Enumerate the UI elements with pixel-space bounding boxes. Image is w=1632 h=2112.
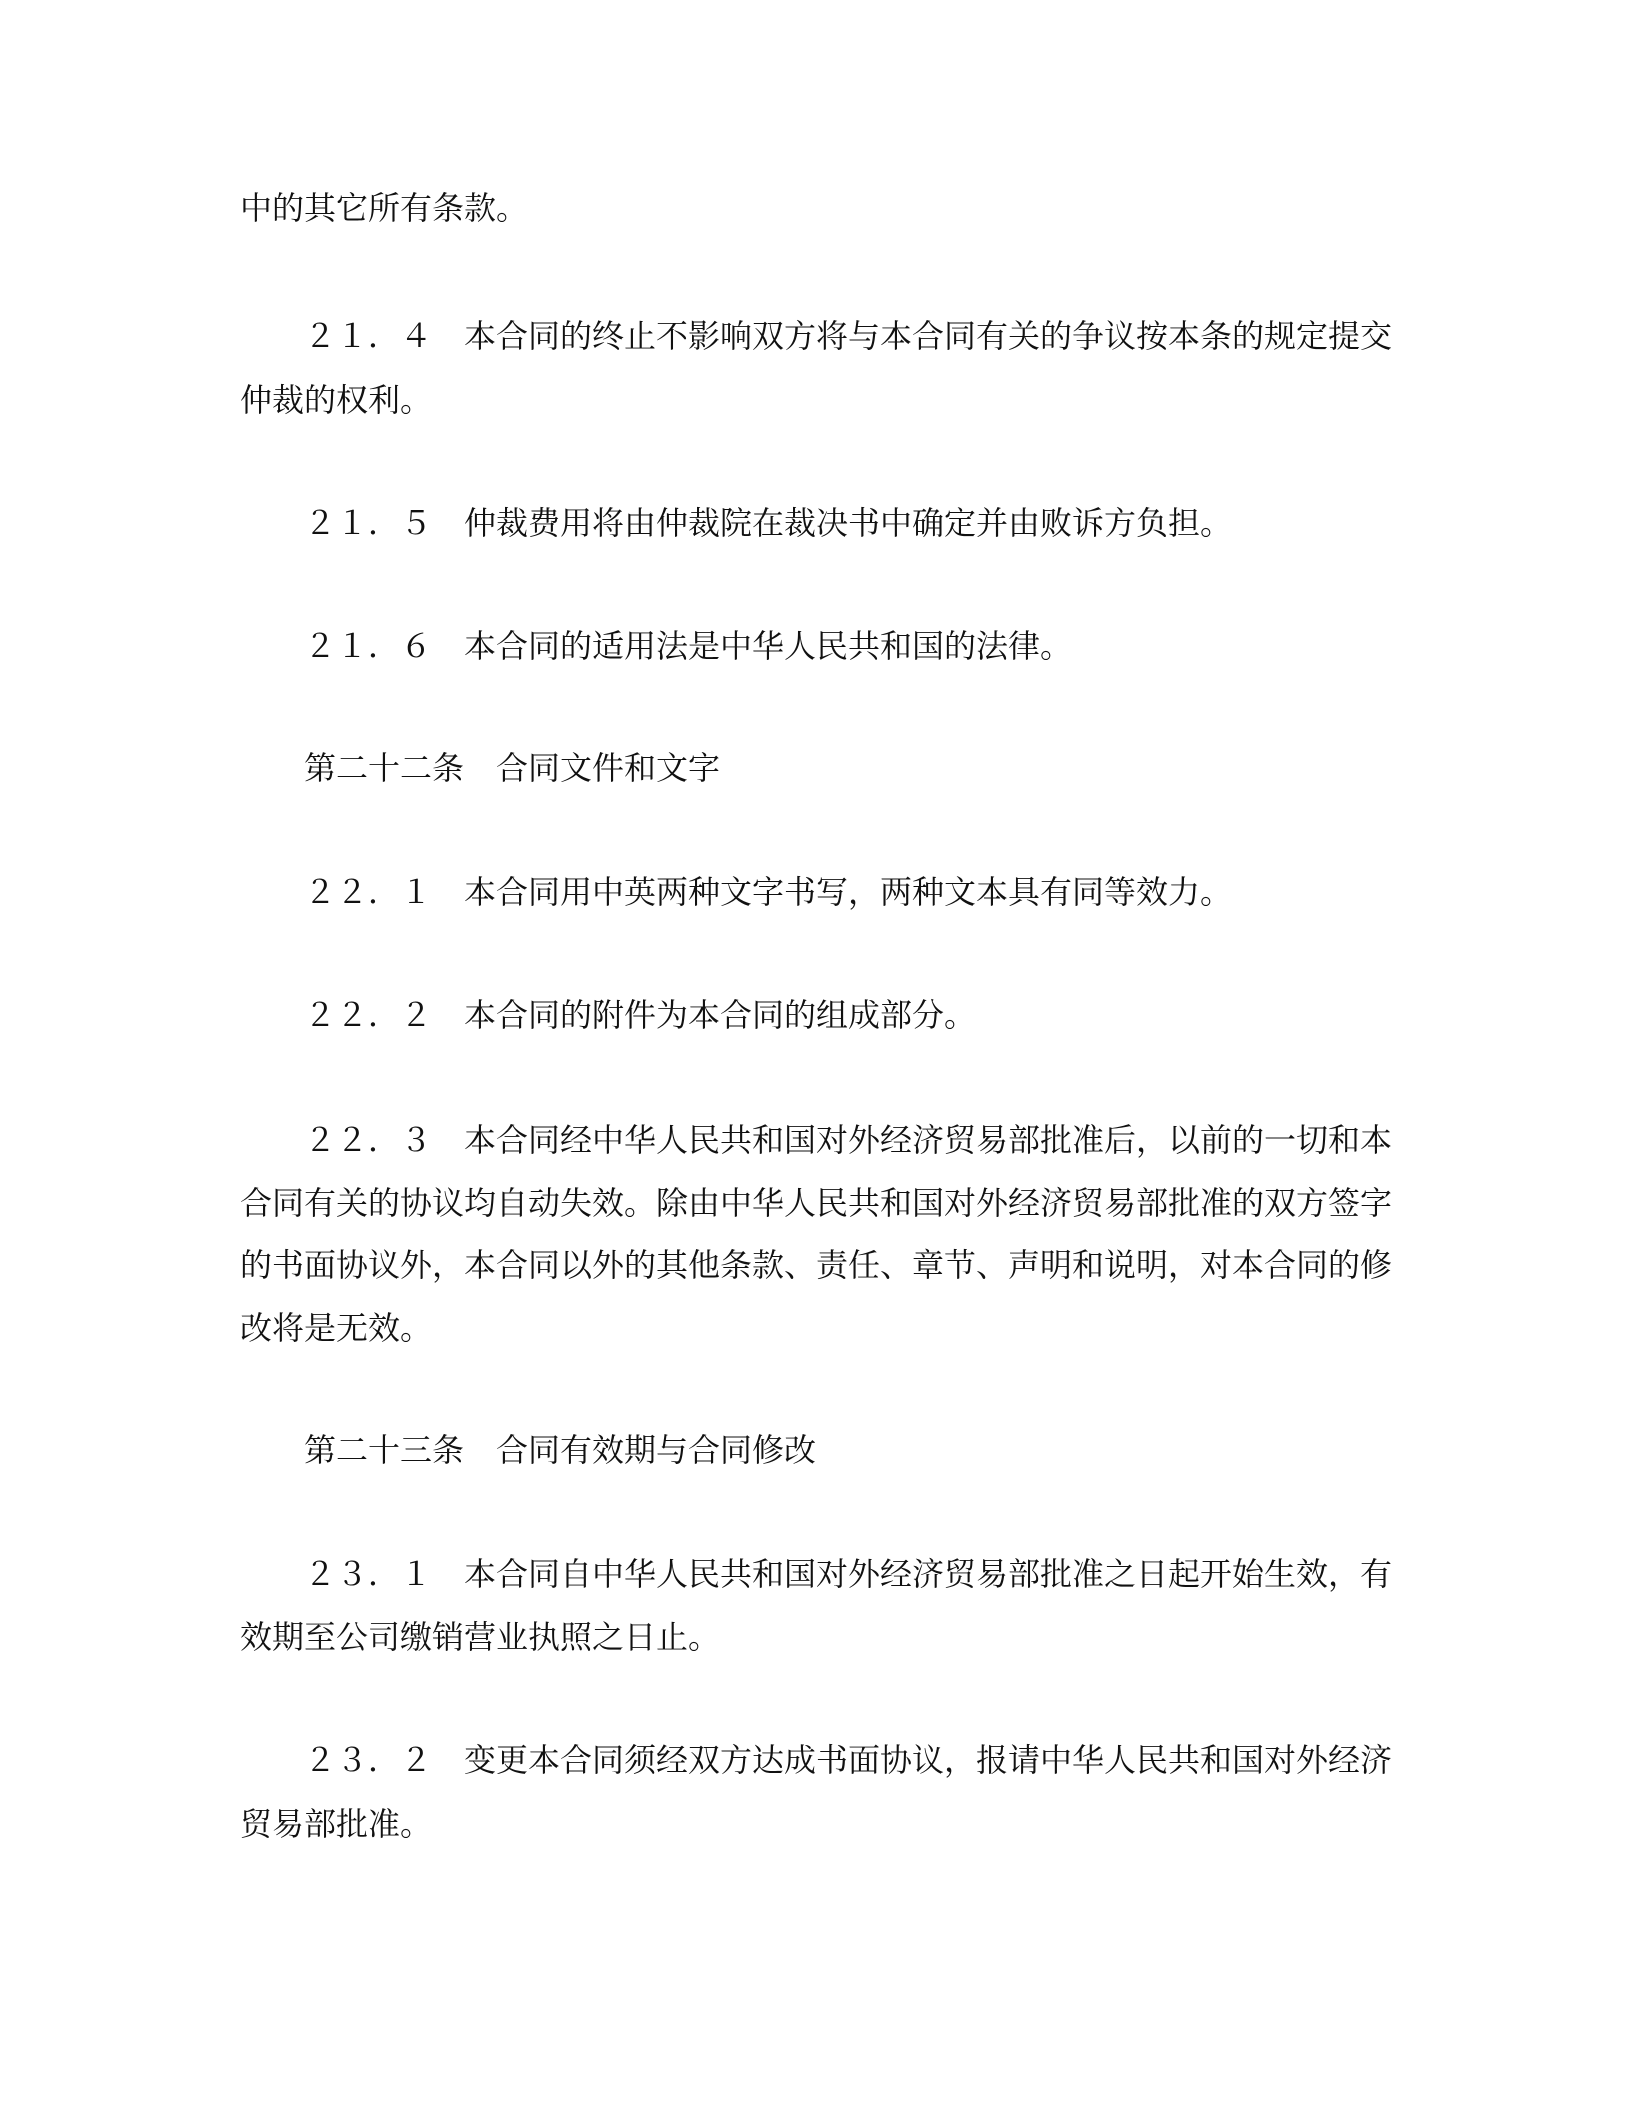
para-7-line-2: 的书面协议外，本合同以外的其他条款、责任、章节、声明和说明，对本合同的修	[240, 1246, 1393, 1284]
para-7-line-3: 改将是无效。	[240, 1309, 433, 1347]
para-9-line-1: 效期至公司缴销营业执照之日止。	[240, 1618, 721, 1656]
para-0-line-0: 中的其它所有条款。	[240, 189, 529, 227]
section-heading-22: 第二十二条 合同文件和文字	[304, 749, 721, 787]
para-3-line-0: ２１．６ 本合同的适用法是中华人民共和国的法律。	[304, 627, 1073, 665]
para-7-line-1: 合同有关的协议均自动失效。除由中华人民共和国对外经济贸易部批准的双方签字	[240, 1184, 1393, 1222]
para-6-line-0: ２２．２ 本合同的附件为本合同的组成部分。	[304, 996, 977, 1034]
para-10-line-0: ２３．２ 变更本合同须经双方达成书面协议，报请中华人民共和国对外经济	[304, 1741, 1393, 1779]
para-1-line-1: 仲裁的权利。	[240, 381, 433, 419]
para-2-line-0: ２１．５ 仲裁费用将由仲裁院在裁决书中确定并由败诉方负担。	[304, 504, 1233, 542]
para-9-line-0: ２３．１ 本合同自中华人民共和国对外经济贸易部批准之日起开始生效，有	[304, 1555, 1393, 1593]
para-7-line-0: ２２．３ 本合同经中华人民共和国对外经济贸易部批准后，以前的一切和本	[304, 1121, 1393, 1159]
section-heading-23: 第二十三条 合同有效期与合同修改	[304, 1431, 817, 1469]
para-1-line-0: ２１．４ 本合同的终止不影响双方将与本合同有关的争议按本条的规定提交	[304, 317, 1393, 355]
para-5-line-0: ２２．１ 本合同用中英两种文字书写，两种文本具有同等效力。	[304, 873, 1233, 911]
para-10-line-1: 贸易部批准。	[240, 1805, 433, 1843]
